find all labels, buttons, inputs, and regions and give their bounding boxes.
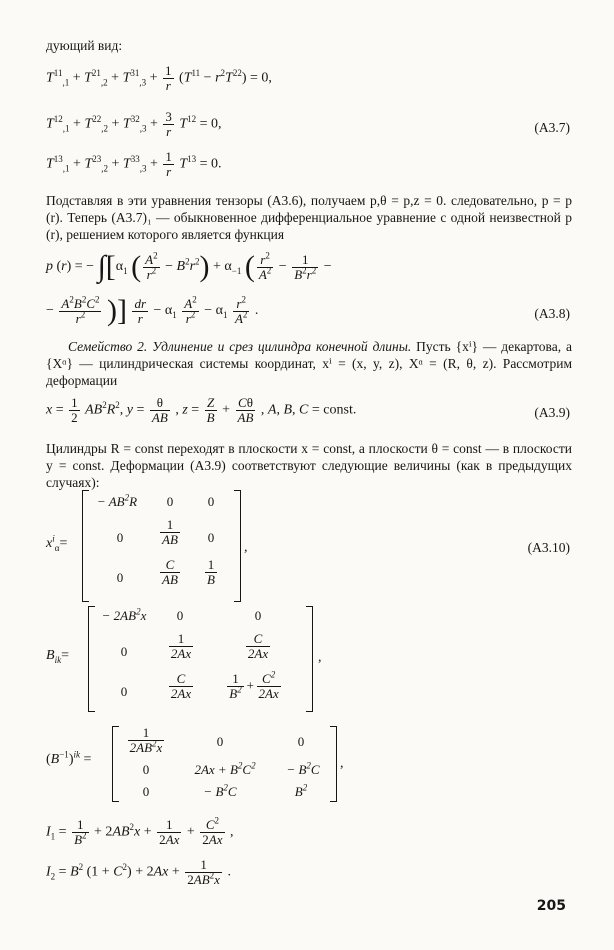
family-2-body: Пусть {xⁱ} — декартова, а {Xᵅ} — цилиндрическая системы координат, xⁱ = (x, y, z), Xᵅ = (R, θ, z). Рассмотрим деформации — [46, 339, 572, 388]
invariant-i1: $I_1$ = $\frac{1}{B^2}$ + $2AB^2x$ + $\frac{1}{2Ax}$ + $\frac{C^2}{2Ax}$ , — [46, 815, 234, 847]
matrix-binv-cell: 0 — [142, 762, 150, 777]
matrix-x-cell: 0 — [207, 494, 215, 509]
paragraph-substitution: Подставляя в эти уравнения тензоры (А3.6), получаем p,θ = p,z = 0. следовательно, p = p (r). Теперь (А3.7)₁ — обыкновенное дифференциальное уравнение с одной неизвестной p (r), решением которого является функция — [46, 193, 572, 242]
matrix-x-right-bracket — [234, 490, 241, 602]
family-2-heading: Семейство 2. Удлинение и срез цилиндра конечной длины. — [68, 339, 412, 354]
matrix-binv-cell: 0 — [142, 784, 150, 799]
intro-text: дующий вид: — [46, 38, 123, 53]
matrix-b-cell: − $2AB^2x$ — [101, 606, 147, 623]
paragraph-family-2 — [46, 338, 572, 389]
matrix-x-cell: 0 — [207, 530, 215, 545]
matrix-b-cell: $\frac{1}{2Ax}$ — [170, 631, 192, 661]
equation-number-a3-9: (А3.9) — [534, 405, 570, 420]
matrix-b-left-bracket — [88, 606, 95, 712]
equation-a3-7-line2: $T^{12}_{,1} + T^{22}_{,2} + T^{32}_{,3}$ + $\frac{3}{r}$ $T^{12} = 0$, — [46, 109, 222, 139]
comma: , — [340, 756, 344, 771]
matrix-b-cell: 0 — [254, 608, 262, 623]
matrix-b-cell: $\frac{C}{2Ax}$ — [170, 671, 192, 701]
page-number: 205 — [536, 898, 566, 914]
matrix-x-cell: $\frac{1}{B}$ — [207, 557, 215, 587]
matrix-binv-cell: 0 — [216, 734, 224, 749]
matrix-binv-cell: − $B^2C$ — [203, 782, 237, 799]
matrix-binv-cell: $2Ax + B^2C^2$ — [194, 760, 256, 777]
matrix-binv-right-bracket — [330, 726, 337, 802]
matrix-b-label: $B_{ik}=$ — [46, 648, 69, 665]
equation-number-a3-7: (А3.7) — [534, 120, 570, 135]
invariant-i2: $I_2 = B^2$ $(1 + C^2) + 2Ax$ + $\frac{1}{2AB^2x}$ . — [46, 857, 231, 887]
matrix-x-cell: $\frac{1}{AB}$ — [162, 517, 178, 547]
matrix-b-cell: 0 — [120, 644, 128, 659]
matrix-binv-cell: − $B^2C$ — [286, 760, 320, 777]
matrix-binv-label: $(B^{-1})^{ik}$ = — [46, 749, 92, 767]
paragraph-cylinders: Цилиндры R = const переходят в плоскости x = const, а плоскости θ = const — в плоскости y = const. Деформации (А3.9) соответствуют следующие величины (как в предыдущих случаях): — [46, 441, 572, 490]
matrix-x-label: $x^i_\alpha=$ — [46, 533, 68, 553]
matrix-binv-cell: 0 — [297, 734, 305, 749]
matrix-b-cell: 0 — [176, 608, 184, 623]
equation-a3-9: x = $\frac{1}{2}$ $AB^2R^2$, y = $\frac{\theta}{AB}$ , z = $\frac{Z}{B}$ + $\frac{C\theta}{AB}$ , A, B, C = const. — [46, 395, 357, 425]
matrix-x-cell: 0 — [166, 494, 174, 509]
equation-a3-7-line1: $T^{11}_{,1} + T^{21}_{,2} + T^{31}_{,3}$ + $\frac{1}{r}$ $(T^{11} - r^2T^{22}) = 0$, — [46, 63, 272, 93]
equation-number-a3-8: (А3.8) — [534, 306, 570, 321]
matrix-b-cell: $\frac{1}{B^2}$ + $\frac{C^2}{2Ax}$ — [229, 669, 279, 701]
matrix-binv-cell: $B^2$ — [294, 782, 308, 799]
matrix-x-cell: 0 — [116, 530, 124, 545]
matrix-x-cell: − $AB^2R$ — [96, 492, 138, 509]
matrix-x-cell: 0 — [116, 570, 124, 585]
matrix-x-left-bracket — [82, 490, 89, 602]
comma: , — [318, 650, 322, 665]
matrix-b-right-bracket — [306, 606, 313, 712]
matrix-b-cell: 0 — [120, 684, 128, 699]
comma: , — [244, 540, 248, 555]
equation-number-a3-10: (А3.10) — [527, 540, 570, 555]
matrix-x-cell: $\frac{C}{AB}$ — [162, 557, 178, 587]
equation-a3-8-line1: p (r) = − $\int[\alpha_1$ ( $\frac{A^2}{r^2}$ − $B^2r^2) + \alpha_{-1}$ ( $\frac{r^2}{A^2}$ − $\frac{1}{B^2r^2}$ − — [46, 250, 332, 283]
matrix-b-cell: $\frac{C}{2Ax}$ — [247, 631, 269, 661]
matrix-binv-cell: $\frac{1}{2AB^2x}$ — [129, 725, 163, 755]
equation-a3-8-line2: − $\frac{A^2B^2C^2}{r^2}$ )] $\frac{dr}{r}$ − $\alpha_1$ $\frac{A^2}{r^2}$ − $\alpha_1$ $\frac{r^2}{A^2}$ . — [46, 294, 259, 327]
equation-a3-7-line3: $T^{13}_{,1} + T^{23}_{,2} + T^{33}_{,3}$ + $\frac{1}{r}$ $T^{13} = 0$. — [46, 149, 222, 179]
